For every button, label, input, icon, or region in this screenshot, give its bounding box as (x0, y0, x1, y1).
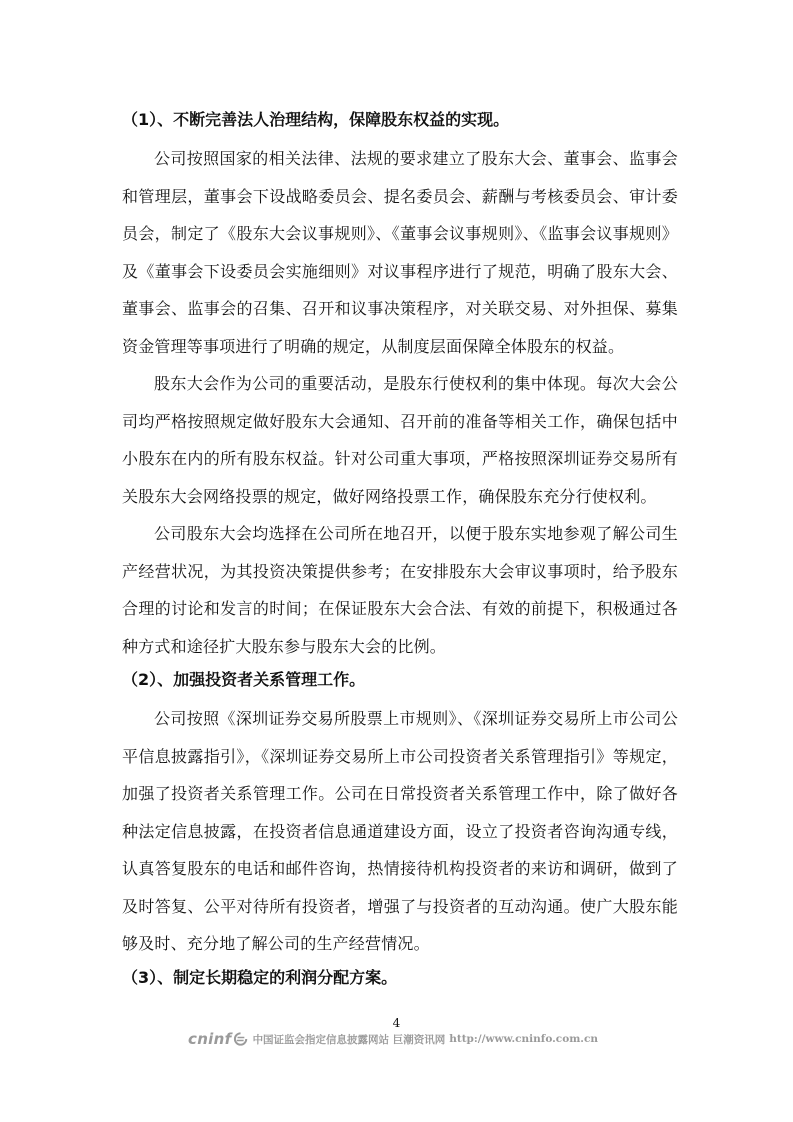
section-2-paragraph-1: 公司按照《深圳证券交易所股票上市规则》、《深圳证券交易所上市公司公平信息披露指引》，《深圳证券交易所上市公司投资者关系管理指引》等规定，加强了投资者关系管理工作。公司在日常投资者关系管理工作中，除了做好各种法定信息披露，在投资者信息通道建设方面，设立了投资者咨询沟通专线，认真答复股东的电话和邮件咨询，热情接待机构投资者的来访和调研，做到了及时答复、公平对待所有投资者，增强了与投资者的互动沟通。使广大股东能够及时、充分地了解公司的生产经营情况。 (122, 709, 678, 953)
section-3-heading: （3）、制定长期稳定的利润分配方案。 (122, 968, 398, 987)
section-1-paragraph-1: 公司按照国家的相关法律、法规的要求建立了股东大会、董事会、监事会和管理层，董事会下设战略委员会、提名委员会、薪酬与考核委员会、审计委员会，制定了《股东大会议事规则》、《董事会议事规则》、《监事会议事规则》及《董事会下设委员会实施细则》对议事程序进行了规范，明确了股东大会、董事会、监事会的召集、召开和议事决策程序，对关联交易、对外担保、募集资金管理等事项进行了明确的规定，从制度层面保障全体股东的权益。 (122, 149, 678, 356)
footer-brand: cninf (188, 1030, 232, 1048)
footer-url[interactable]: http://www.cninfo.com.cn (449, 1033, 598, 1045)
footer-text: 中国证监会指定信息披露网站 巨潮资讯网 (252, 1033, 446, 1046)
footer (188, 1028, 598, 1050)
page-number: 4 (392, 1016, 401, 1030)
cninfo-logo-icon (233, 1030, 248, 1048)
section-2-heading: （2）、加强投资者关系管理工作。 (122, 670, 366, 689)
section-1-heading: （1）、不断完善法人治理结构，保障股东权益的实现。 (122, 110, 510, 129)
section-1-paragraph-3: 公司股东大会均选择在公司所在地召开，以便于股东实地参观了解公司生产经营状况，为其投资决策提供参考；在安排股东大会审议事项时，给予股东合理的讨论和发言的时间；在保证股东大会合法、有效的前提下，积极通过各种方式和途径扩大股东参与股东大会的比例。 (122, 524, 678, 656)
section-1-paragraph-2: 股东大会作为公司的重要活动，是股东行使权利的集中体现。每次大会公司均严格按照规定做好股东大会通知、召开前的准备等相关工作，确保包括中小股东在内的所有股东权益。针对公司重大事项，严格按照深圳证券交易所有关股东大会网络投票的规定，做好网络投票工作，确保股东充分行使权利。 (122, 374, 678, 506)
